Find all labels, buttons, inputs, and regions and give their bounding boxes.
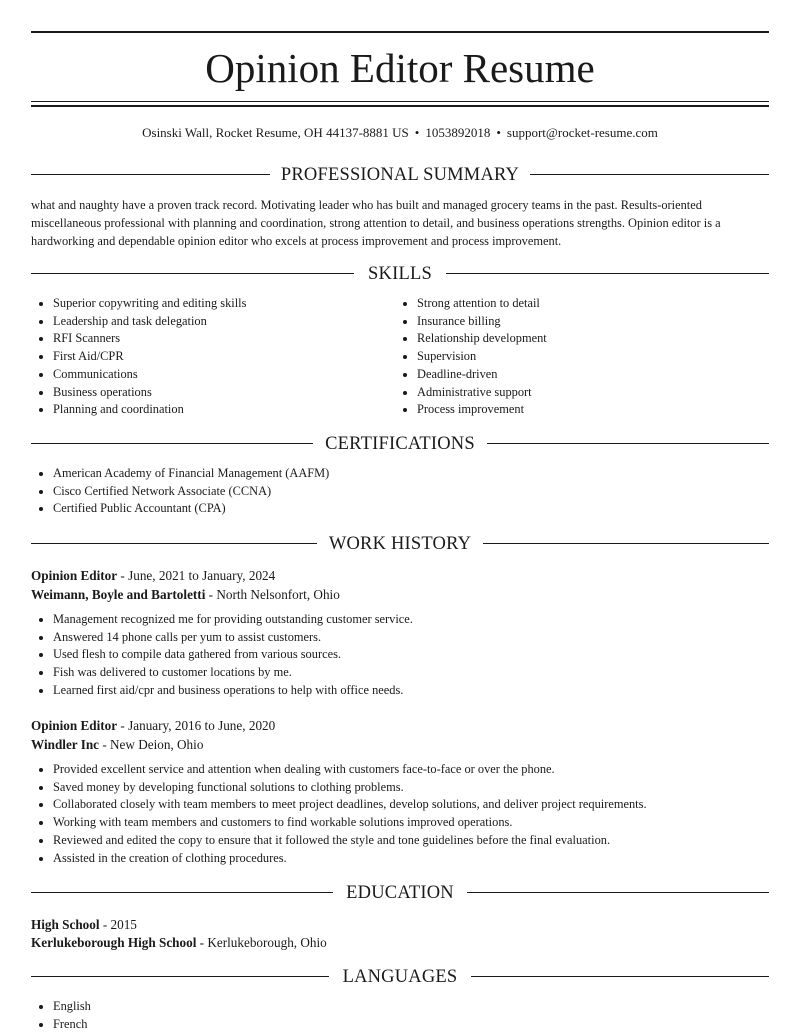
heading-rule-right xyxy=(471,976,769,977)
heading-rule-right xyxy=(530,174,769,175)
summary-heading-label: PROFESSIONAL SUMMARY xyxy=(280,165,520,185)
certification-item: • Cisco Certified Network Associate (CCNA) xyxy=(53,483,753,501)
contact-separator: • xyxy=(414,125,420,140)
job-dates: - June, 2021 to January, 2024 xyxy=(117,568,276,583)
skill-item: • Strong attention to detail xyxy=(417,295,767,313)
job-location: - New Deion, Ohio xyxy=(99,737,204,752)
job-location: - North Nelsonfort, Ohio xyxy=(205,587,340,602)
contact-address: Osinski Wall, Rocket Resume, OH 44137-8881 US xyxy=(142,125,409,140)
title-rule-thick xyxy=(31,105,769,107)
skill-item: • First Aid/CPR xyxy=(53,348,393,366)
skill-item: • Insurance billing xyxy=(417,313,767,331)
job-bullet: • Answered 14 phone calls per yum to assist customers. xyxy=(53,629,769,647)
certification-item: • Certified Public Accountant (CPA) xyxy=(53,500,753,518)
heading-rule-right xyxy=(467,892,769,893)
education-school: Kerlukeborough High School xyxy=(31,935,197,950)
certification-item: • American Academy of Financial Management (AAFM) xyxy=(53,465,753,483)
certifications-heading-label: CERTIFICATIONS xyxy=(325,434,475,454)
job-title-line xyxy=(31,566,769,585)
job-company-line xyxy=(31,585,769,604)
job-title: Opinion Editor xyxy=(31,718,118,733)
job-bullet: • Assisted in the creation of clothing procedures. xyxy=(53,850,769,868)
skill-item: • Deadline-driven xyxy=(417,366,767,384)
languages-heading-label: LANGUAGES xyxy=(342,967,458,987)
summary-text: what and naughty have a proven track record. Motivating leader who has built and managed grocery teams in the past. Results-oriented miscellaneous professional with planning and coordination, strong attention to detail, and business operations strengths. Opinion editor is a hardworking and dependable opinion editor who excels at process improvement and process improvement. xyxy=(31,198,721,248)
certifications-list xyxy=(31,465,753,518)
skill-item: • RFI Scanners xyxy=(53,330,393,348)
job-bullet: • Fish was delivered to customer locations by me. xyxy=(53,664,769,682)
skills-heading xyxy=(31,262,769,286)
job-title: Opinion Editor xyxy=(31,568,118,583)
job-company: Weimann, Boyle and Bartoletti xyxy=(31,587,206,602)
job-bullet: • Collaborated closely with team members to meet project deadlines, develop solutions, and deliver project requirements. xyxy=(53,796,769,814)
job-bullet: • Used flesh to compile data gathered from various sources. xyxy=(53,646,769,664)
skill-item: • Leadership and task delegation xyxy=(53,313,393,331)
education-school-line xyxy=(31,933,769,952)
heading-rule-right xyxy=(446,273,769,274)
contact-email: support@rocket-resume.com xyxy=(506,125,658,140)
job-bullet: • Reviewed and edited the copy to ensure that it followed the style and tone guidelines before the final evaluation. xyxy=(53,832,769,850)
job-bullet: • Provided excellent service and attention when dealing with customers face-to-face or over the phone. xyxy=(53,761,769,779)
skill-item: • Relationship development xyxy=(417,330,767,348)
resume-title: Opinion Editor Resume xyxy=(205,45,595,91)
education-heading xyxy=(31,881,769,905)
job-dates: - January, 2016 to June, 2020 xyxy=(117,718,276,733)
education-heading-label: EDUCATION xyxy=(346,883,454,903)
heading-rule-right xyxy=(483,543,769,544)
skills-list-right xyxy=(395,295,767,419)
skill-item: • Superior copywriting and editing skills xyxy=(53,295,393,313)
contact-separator: • xyxy=(496,125,501,140)
skill-item: • Process improvement xyxy=(417,401,767,419)
skill-item: • Administrative support xyxy=(417,384,767,402)
job-bullet: • Working with team members and customers to find workable solutions improved operations. xyxy=(53,814,769,832)
education-degree: High School xyxy=(31,917,100,932)
language-item: • English xyxy=(53,998,353,1016)
work-heading-label: WORK HISTORY xyxy=(328,534,472,554)
skill-item: • Business operations xyxy=(53,384,393,402)
work-heading xyxy=(31,532,769,556)
skills-heading-label: SKILLS xyxy=(368,264,432,284)
skill-item: • Planning and coordination xyxy=(53,401,393,419)
education-location: - Kerlukeborough, Ohio xyxy=(196,935,327,950)
contact-line xyxy=(31,124,769,142)
job-bullet: • Management recognized me for providing outstanding customer service. xyxy=(53,611,769,629)
job-bullet: • Learned first aid/cpr and business operations to help with office needs. xyxy=(53,682,769,700)
skill-item: • Communications xyxy=(53,366,393,384)
skill-item: • Supervision xyxy=(417,348,767,366)
top-rule xyxy=(31,31,769,33)
education-degree-line xyxy=(31,915,769,934)
education-year: - 2015 xyxy=(99,917,137,932)
summary-heading xyxy=(31,163,769,187)
title-rule-thin xyxy=(31,101,769,102)
job-bullets xyxy=(31,611,769,700)
language-item: • French xyxy=(53,1016,353,1034)
certifications-heading xyxy=(31,432,769,456)
job-bullets xyxy=(31,761,769,867)
job-title-line xyxy=(31,716,769,735)
languages-list xyxy=(31,998,353,1033)
languages-heading xyxy=(31,965,769,989)
job-company-line xyxy=(31,735,769,754)
skills-list-left xyxy=(31,295,393,419)
job-company: Windler Inc xyxy=(31,737,100,752)
contact-phone: 1053892018 xyxy=(425,125,491,140)
heading-rule-right xyxy=(487,443,769,444)
job-bullet: • Saved money by developing functional solutions to clothing problems. xyxy=(53,779,769,797)
